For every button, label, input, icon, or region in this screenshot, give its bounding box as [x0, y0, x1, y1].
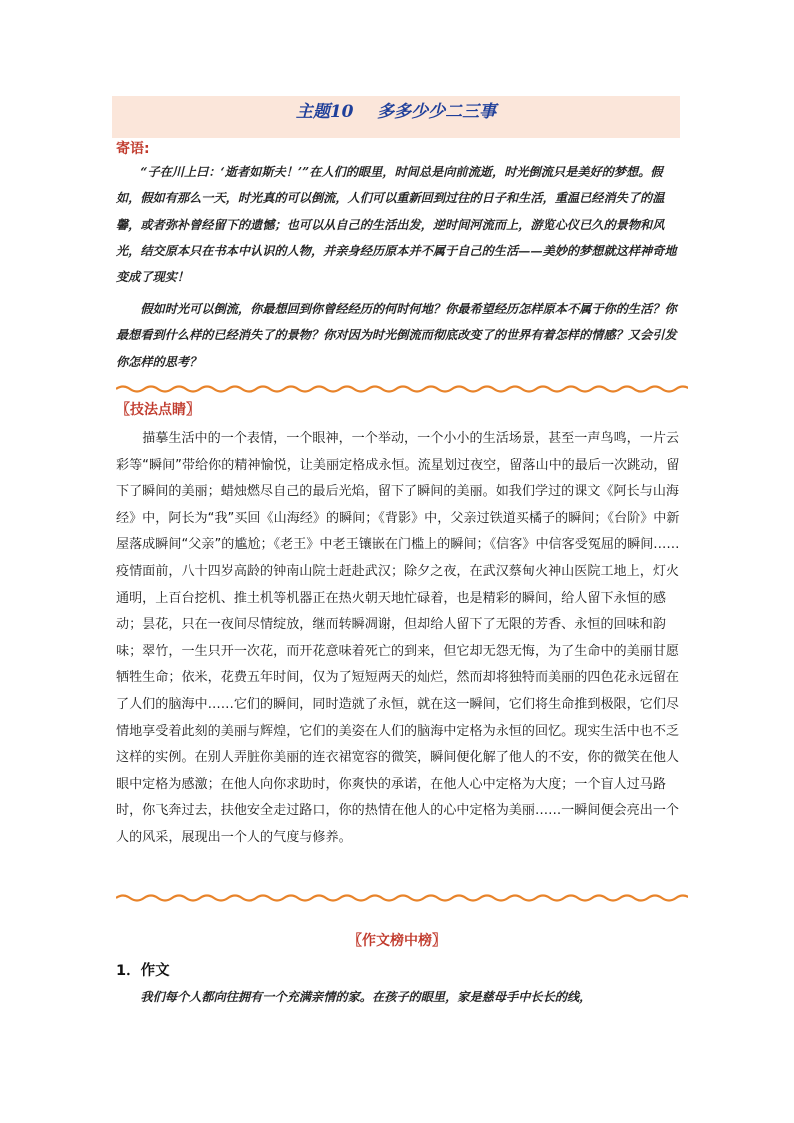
- techniques-paragraph: 描摹生活中的一个表情，一个眼神，一个举动，一个小小的生活场景，甚至一声鸟鸣，一片云彩等“瞬间”带给你的精神愉悦，让美丽定格成永恒。流星划过夜空，留落山中的最后一次跳动，留下了瞬间的美丽；蜡烛燃尽自己的最后光焰，留下了瞬间的美丽。如我们学过的课文《阿长与山海经》中，阿长为“我”买回《山海经》的瞬间；《背影》中，父亲过铁道买橘子的瞬间；《台阶》中新屋落成瞬间“父亲”的尴尬；《老王》中老王镶嵌在门槛上的瞬间；《信客》中信客受冤屈的瞬间……疫情面前，八十四岁高龄的钟南山院士赶赴武汉；除夕之夜，在武汉蔡甸火神山医院工地上，灯火通明，上百台挖机、推土机等机器正在热火朝天地忙碌着，也是精彩的瞬间，给人留下永恒的感动；昙花，只在一夜间尽情绽放，继而转瞬凋谢，但却给人留下了无限的芳香、永恒的回味和韵味；翠竹，一生只开一次花，而开花意味着死亡的到来，但它却无怨无悔，为了生命中的美丽甘愿牺牲生命；依米，花费五年时间，仅为了短短两天的灿烂，然而却将独特而美丽的四色花永远留在了人们的脑海中……它们的瞬间，同时造就了永恒，就在这一瞬间，它们将生命推到极限，它们尽情地享受着此刻的美丽与辉煌，它们的美姿在人们的脑海中定格为永恒的回忆。现实生活中也不乏这样的实例。在别人弄脏你美丽的连衣裙宽容的微笑，瞬间便化解了他人的不安，你的微笑在他人眼中定格为感激；在他人向你求助时，你爽快的承诺，在他人心中定格为大度；一个盲人过马路时，你飞奔过去，扶他安全走过路口，你的热情在他人的心中定格为美丽……一瞬间便会亮出一个人的风采，展现出一个人的气度与修养。: [116, 431, 680, 845]
- preface-paragraph-2: 假如时光可以倒流，你最想回到你曾经经历的何时何地？你最希望经历怎样原本不属于你的生活？你最想看到什么样的已经消失了的景物？你对因为时光倒流而彻底改变了的世界有着怎样的情感？又会引发你怎样的思考？: [116, 302, 677, 369]
- techniques-label: 〖技法点睛〗: [116, 402, 200, 418]
- essay-first-line: 我们每个人都向往拥有一个充满亲情的家。在孩子的眼里，家是慈母手中长长的线，: [140, 990, 592, 1004]
- preface-paragraph-1: “子在川上曰：‘逝者如斯夫！’”在人们的眼里，时间总是向前流逝，时光倒流只是美好的梦想。假如，假如有那么一天，时光真的可以倒流，人们可以重新回到过往的日子和生活，重温已经消失了的温馨，或者弥补曾经留下的遗憾；也可以从自己的生活出发，逆时间河流而上，游览心仪已久的景物和风光，结交原本只在书本中认识的人物，并亲身经历原本并不属于自己的生活——美妙的梦想就这样神奇地变成了现实！: [116, 165, 677, 285]
- essay-heading: 1．作文: [116, 963, 170, 979]
- preface-label: 寄语:: [116, 141, 150, 157]
- examples-section-title: 〖作文榜中榜〗: [348, 933, 446, 949]
- title-banner: [112, 96, 680, 138]
- wavy-divider-bottom: [116, 893, 688, 903]
- page-title: 主题10 多多少少二三事: [295, 102, 497, 122]
- wavy-divider-top: [116, 384, 688, 394]
